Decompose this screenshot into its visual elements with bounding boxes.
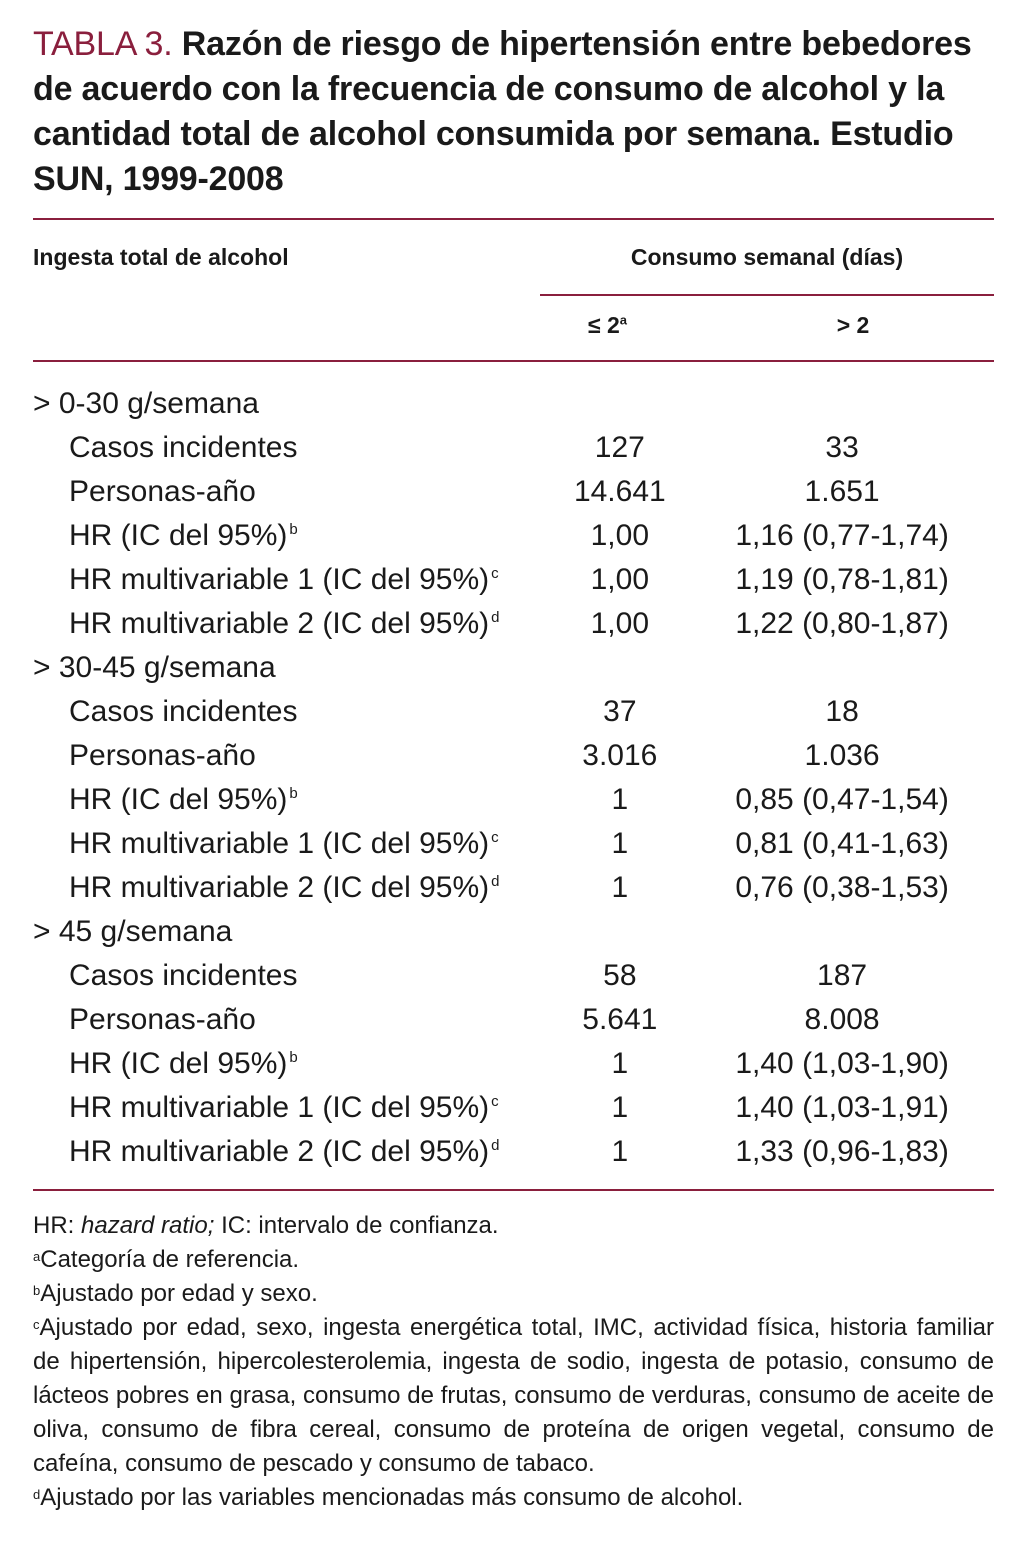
table-row [33, 778, 994, 822]
footnotes [33, 1209, 994, 1515]
footnote-mark: d [33, 1487, 41, 1502]
table-row [33, 470, 994, 514]
table-row [33, 822, 994, 866]
table-row [33, 558, 994, 602]
value-le2: 1 [611, 1091, 629, 1124]
value-gt2: 33 [825, 431, 859, 464]
table-row [33, 602, 994, 646]
row-label-cell [33, 602, 549, 646]
row-label: HR (IC del 95%) [69, 783, 288, 816]
value-gt2: 1,33 (0,96-1,83) [735, 1135, 949, 1168]
value-gt2: 1,19 (0,78-1,81) [735, 563, 949, 596]
table-figure [33, 22, 994, 1515]
row-label-cell [33, 998, 549, 1042]
row-footnote-mark: b [289, 785, 298, 802]
value-le2: 1,00 [590, 607, 650, 640]
footnote [33, 1243, 994, 1277]
value-gt2: 0,81 (0,41-1,63) [735, 827, 949, 860]
row-label: Personas-año [69, 1003, 256, 1036]
column-group-header: Consumo semanal (días) [630, 244, 904, 270]
footnote-abbreviations [33, 1209, 994, 1243]
row-label-cell [33, 426, 549, 470]
row-label-cell [33, 778, 549, 822]
value-gt2: 0,85 (0,47-1,54) [735, 783, 949, 816]
value-le2: 58 [603, 959, 637, 992]
group-label: > 0-30 g/semana [33, 387, 259, 420]
value-gt2: 1,22 (0,80-1,87) [735, 607, 949, 640]
value-le2: 1 [611, 827, 629, 860]
table-caption: Razón de riesgo de hipertensión entre bebedores de acuerdo con la frecuencia de consumo de alcohol y la cantidad total de alcohol consumida por semana. Estudio SUN, 1999-2008 [33, 25, 972, 198]
data-table [33, 382, 994, 1174]
footnote-list [33, 1243, 994, 1515]
value-le2: 1,00 [590, 563, 650, 596]
value-le2: 1 [611, 783, 629, 816]
row-label-cell [33, 470, 549, 514]
group-empty-cell [690, 646, 994, 690]
row-label: Casos incidentes [69, 431, 298, 464]
footnote-mark: a [33, 1249, 41, 1264]
row-label-cell [33, 734, 549, 778]
table-row [33, 1086, 994, 1130]
footnote [33, 1311, 994, 1481]
value-le2: 37 [603, 695, 637, 728]
row-label: HR multivariable 1 (IC del 95%) [69, 1091, 490, 1124]
table-row [33, 1042, 994, 1086]
row-label: Casos incidentes [69, 695, 298, 728]
column-header-le2-sup: a [619, 312, 628, 328]
column-header-intake: Ingesta total de alcohol [33, 244, 289, 270]
table-row [33, 514, 994, 558]
row-label-cell [33, 822, 549, 866]
row-label-cell [33, 1042, 549, 1086]
footnote [33, 1481, 994, 1515]
group-row [33, 646, 994, 690]
row-label: HR (IC del 95%) [69, 519, 288, 552]
group-empty-cell [549, 910, 690, 954]
row-label: HR (IC del 95%) [69, 1047, 288, 1080]
footnote [33, 1277, 994, 1311]
table-row [33, 1130, 994, 1174]
value-gt2: 187 [817, 959, 868, 992]
row-label: HR multivariable 1 (IC del 95%) [69, 563, 490, 596]
group-label: > 30-45 g/semana [33, 651, 276, 684]
group-empty-cell [690, 910, 994, 954]
value-gt2: 8.008 [804, 1003, 880, 1036]
table-row [33, 690, 994, 734]
table-row [33, 954, 994, 998]
table-body [33, 382, 994, 1174]
table-row [33, 866, 994, 910]
value-gt2: 1.036 [804, 739, 880, 772]
group-label: > 45 g/semana [33, 915, 233, 948]
value-le2: 1 [611, 1135, 629, 1168]
table-row [33, 426, 994, 470]
value-gt2: 1.651 [804, 475, 880, 508]
value-le2: 14.641 [573, 475, 666, 508]
row-label: HR multivariable 2 (IC del 95%) [69, 1135, 490, 1168]
value-gt2: 1,40 (1,03-1,90) [735, 1047, 949, 1080]
footnote-mark: b [33, 1283, 41, 1298]
group-empty-cell [549, 646, 690, 690]
footnote-mark: c [33, 1317, 40, 1332]
group-row [33, 910, 994, 954]
row-label: HR multivariable 2 (IC del 95%) [69, 607, 490, 640]
group-rule [540, 294, 994, 296]
row-label: Casos incidentes [69, 959, 298, 992]
value-gt2: 1,16 (0,77-1,74) [735, 519, 949, 552]
row-label-cell [33, 1130, 549, 1174]
footnote-text: Categoría de referencia. [40, 1246, 300, 1273]
row-label: Personas-año [69, 475, 256, 508]
value-le2: 127 [594, 431, 645, 464]
group-empty-cell [549, 382, 690, 426]
column-header-gt2: > 2 [836, 312, 870, 338]
row-label: HR multivariable 1 (IC del 95%) [69, 827, 490, 860]
row-label-cell [33, 514, 549, 558]
value-le2: 1 [611, 1047, 629, 1080]
row-label-cell [33, 866, 549, 910]
row-footnote-mark: c [491, 1093, 499, 1110]
value-le2: 5.641 [582, 1003, 658, 1036]
row-label-cell [33, 954, 549, 998]
table-label: TABLA 3. [33, 25, 173, 63]
value-le2: 1,00 [590, 519, 650, 552]
row-footnote-mark: c [491, 829, 499, 846]
column-header-le2-text: ≤ 2 [587, 312, 620, 338]
table-row [33, 998, 994, 1042]
abbrev-italic: hazard ratio; [81, 1212, 215, 1239]
header-rule [33, 360, 994, 362]
row-label: HR multivariable 2 (IC del 95%) [69, 871, 490, 904]
group-empty-cell [690, 382, 994, 426]
footnote-text: Ajustado por edad y sexo. [40, 1280, 318, 1307]
row-label-cell [33, 558, 549, 602]
row-footnote-mark: d [491, 873, 500, 890]
value-gt2: 0,76 (0,38-1,53) [735, 871, 949, 904]
row-footnote-mark: b [289, 521, 298, 538]
value-gt2: 1,40 (1,03-1,91) [735, 1091, 949, 1124]
value-le2: 1 [611, 871, 629, 904]
table-title [33, 22, 994, 202]
row-footnote-mark: b [289, 1049, 298, 1066]
bottom-rule [33, 1189, 994, 1191]
value-gt2: 18 [825, 695, 859, 728]
footnote-text: Ajustado por edad, sexo, ingesta energética total, IMC, actividad física, historia familiar de hipertensión, hipercolesterolemia, ingesta de sodio, ingesta de potasio, consumo de lácteos pobres en grasa, consumo de frutas, consumo de verduras, consumo de aceite de oliva, consumo de fibra cereal, consumo de proteína de origen vegetal, consumo de cafeína, consumo de pescado y consumo de tabaco. [33, 1314, 994, 1477]
row-label: Personas-año [69, 739, 256, 772]
abbrev-rest: IC: intervalo de confianza. [214, 1212, 499, 1239]
row-footnote-mark: c [491, 565, 499, 582]
group-row [33, 382, 994, 426]
row-footnote-mark: d [491, 609, 500, 626]
row-footnote-mark: d [491, 1137, 500, 1154]
table-header [33, 220, 994, 360]
column-header-le2 [540, 312, 675, 339]
table-row [33, 734, 994, 778]
row-label-cell [33, 690, 549, 734]
abbrev-prefix: HR: [33, 1212, 81, 1239]
row-label-cell [33, 1086, 549, 1130]
footnote-text: Ajustado por las variables mencionadas más consumo de alcohol. [40, 1484, 744, 1511]
value-le2: 3.016 [582, 739, 658, 772]
